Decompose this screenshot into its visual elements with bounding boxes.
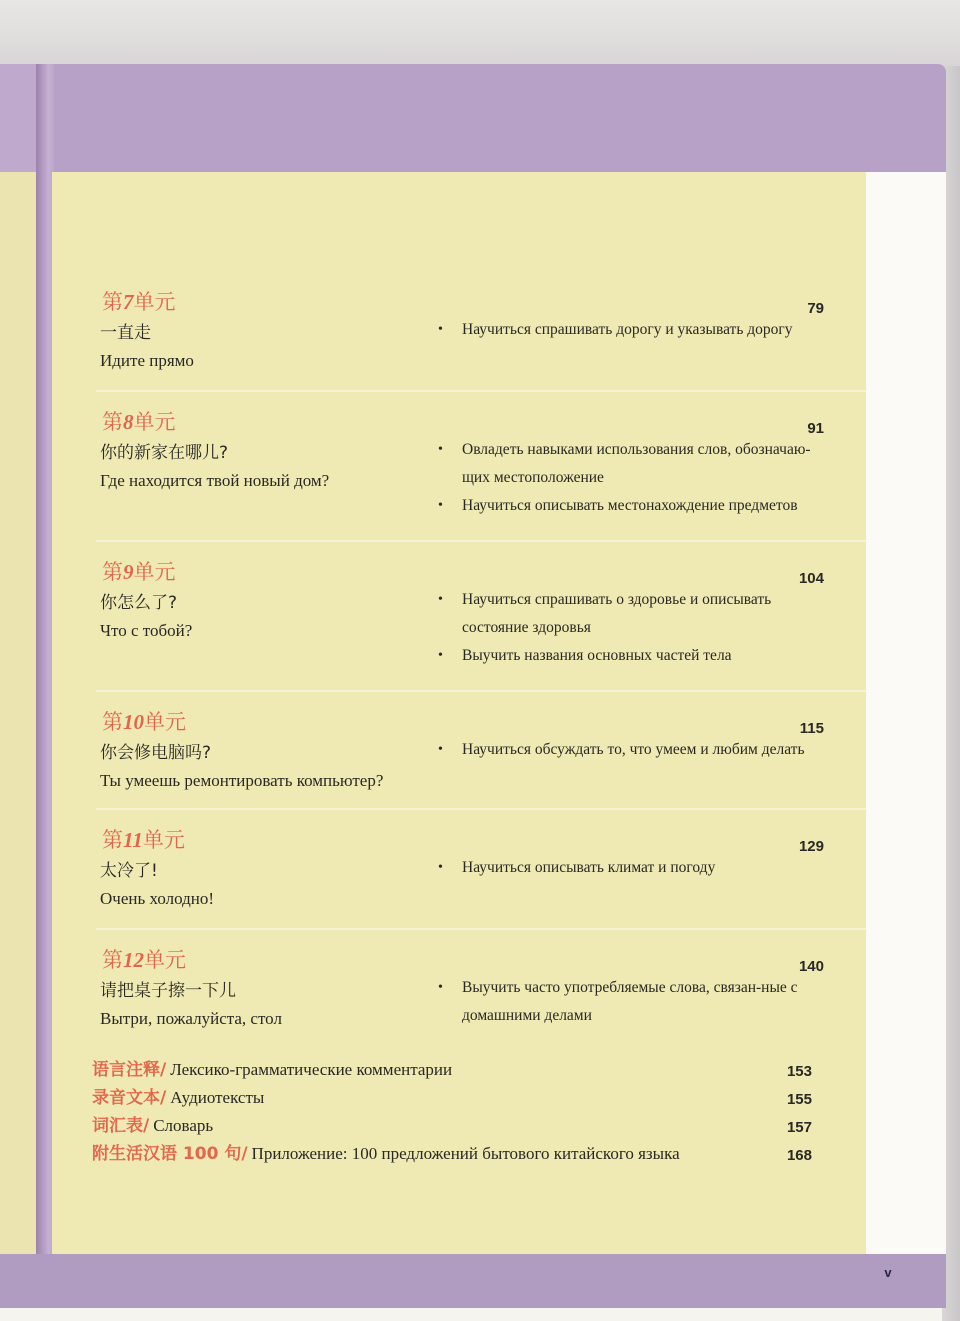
appendix-item[interactable]	[92, 1084, 832, 1112]
appendix-title-chinese: 录音文本/	[92, 1088, 167, 1108]
appendix-title-russian: Лексико-грамматические комментарии	[170, 1060, 453, 1079]
page-number: 115	[799, 720, 824, 737]
unit-title-russian: Идите прямо	[100, 351, 194, 370]
goal-item: • Овладеть навыками использования слов, обозначаю-щих местоположение	[436, 436, 836, 492]
unit-title-chinese: 你的新家在哪儿?	[100, 443, 229, 463]
appendix-title-russian: Приложение: 100 предложений бытового китайского языка	[251, 1144, 680, 1163]
page-number: 155	[786, 1091, 812, 1108]
unit-heading: 第11单元	[102, 828, 185, 852]
page-number: 104	[798, 570, 824, 587]
right-margin	[866, 172, 946, 1254]
unit-title-russian: Где находится твой новый дом?	[100, 471, 330, 490]
unit-goals	[436, 736, 836, 764]
unit-title-russian: Что с тобой?	[100, 621, 193, 640]
unit-entry[interactable]	[96, 540, 866, 686]
goal-item: • Научиться описывать местонахождение предметов	[436, 492, 836, 520]
unit-title-russian: Очень холодно!	[100, 889, 215, 908]
unit-title-chinese: 你怎么了?	[100, 593, 178, 613]
unit-title-russian: Ты умеешь ремонтировать компьютер?	[100, 771, 384, 790]
folio-page-number: v	[884, 1265, 892, 1280]
appendix-title-chinese: 词汇表/	[92, 1116, 150, 1136]
page-number: 91	[807, 420, 824, 437]
unit-goals	[436, 586, 836, 670]
unit-goals	[436, 854, 836, 882]
unit-goals	[436, 974, 836, 1030]
appendix-item[interactable]	[92, 1112, 832, 1140]
header-band	[0, 64, 946, 172]
unit-heading: 第9单元	[102, 560, 176, 584]
unit-title-chinese: 请把桌子擦一下儿	[100, 981, 236, 1001]
unit-title-russian: Вытри, пожалуйста, стол	[100, 1009, 282, 1028]
goal-item: • Научиться обсуждать то, что умеем и любим делать	[436, 736, 836, 764]
appendix-item[interactable]	[92, 1056, 832, 1084]
unit-heading: 第12单元	[102, 948, 186, 972]
unit-goals	[436, 316, 836, 344]
page-number: 129	[798, 838, 824, 855]
unit-entry[interactable]	[96, 690, 866, 804]
unit-title-chinese: 一直走	[100, 323, 151, 343]
left-cream-strip	[0, 172, 40, 1254]
goal-item: • Выучить названия основных частей тела	[436, 642, 836, 670]
goal-item: • Научиться описывать климат и погоду	[436, 854, 836, 882]
unit-heading: 第7单元	[102, 290, 176, 314]
page-number: 79	[807, 300, 824, 317]
appendix-title-russian: Аудиотексты	[170, 1088, 265, 1107]
unit-title-chinese: 太冷了!	[100, 861, 158, 881]
footer-band	[0, 1254, 946, 1308]
goal-item: • Научиться спрашивать о здоровье и описывать состояние здоровья	[436, 586, 836, 642]
appendix-list	[92, 1056, 832, 1168]
page-number: 157	[786, 1119, 812, 1136]
unit-goals	[436, 436, 836, 520]
scan-background-top	[0, 0, 960, 66]
page-number: 140	[798, 958, 824, 975]
unit-entry[interactable]	[96, 928, 866, 1048]
page-number: 153	[786, 1063, 812, 1080]
unit-entry[interactable]	[96, 390, 866, 534]
appendix-item[interactable]	[92, 1140, 832, 1168]
unit-title-chinese: 你会修电脑吗?	[100, 743, 212, 763]
unit-entry[interactable]	[96, 808, 866, 922]
goal-item: • Выучить часто употребляемые слова, связан-ные с домашними делами	[436, 974, 836, 1030]
unit-heading: 第10单元	[102, 710, 186, 734]
page-number: 168	[786, 1147, 812, 1164]
unit-heading: 第8单元	[102, 410, 176, 434]
goal-item: • Научиться спрашивать дорогу и указывать дорогу	[436, 316, 836, 344]
appendix-title-chinese: 附生活汉语 100 句/	[92, 1144, 248, 1164]
appendix-title-russian: Словарь	[153, 1116, 214, 1135]
appendix-title-chinese: 语言注释/	[92, 1060, 167, 1080]
unit-entry[interactable]	[96, 272, 866, 390]
